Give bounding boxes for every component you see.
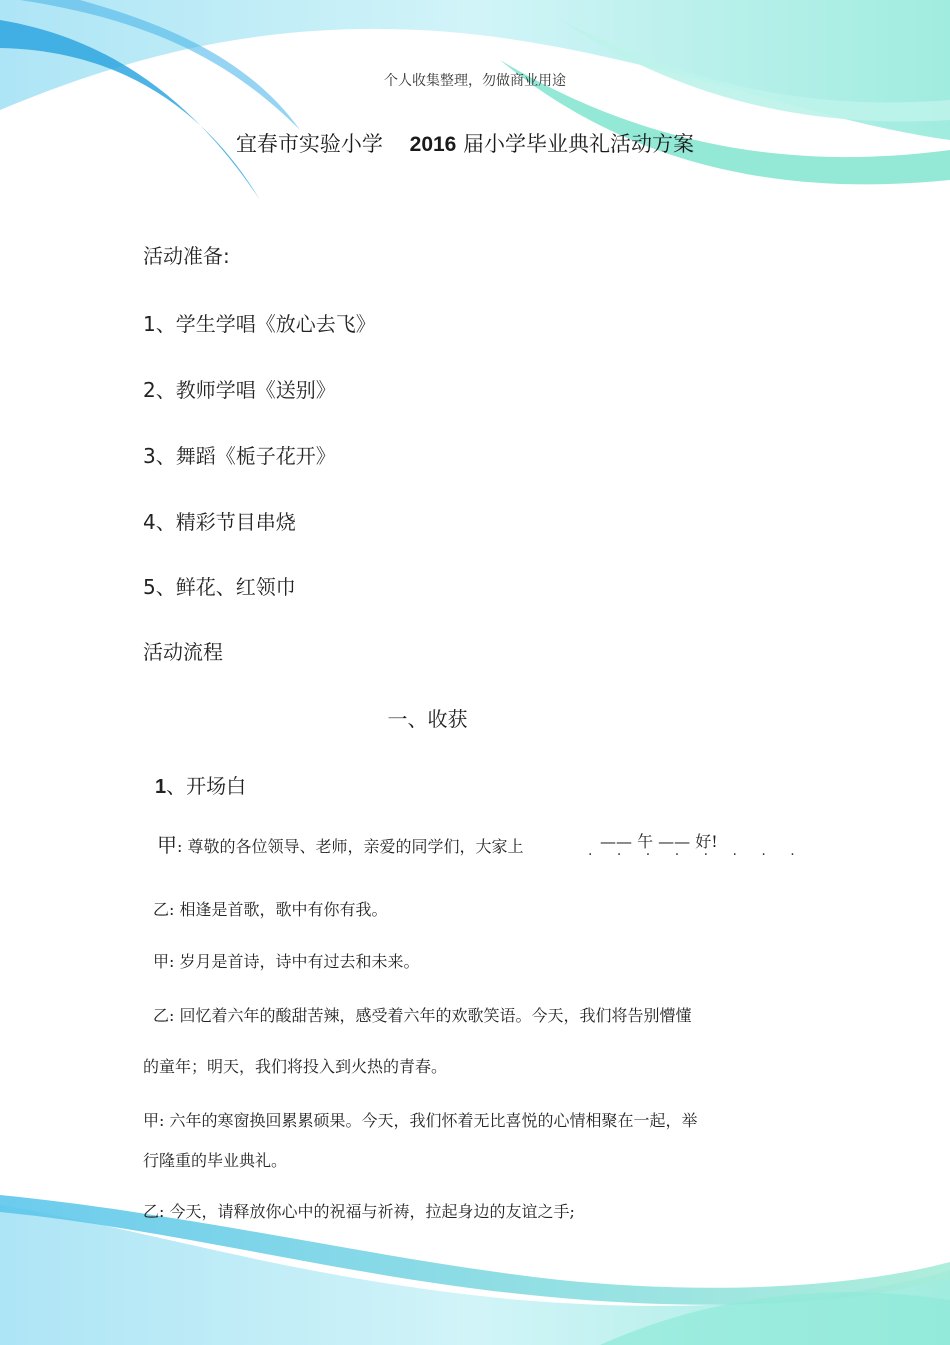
prep-item: 1、学生学唱《放心去飞》 xyxy=(143,312,376,336)
watermark-text: 个人收集整理，勿做商业用途 xyxy=(384,73,566,89)
prep-item: 3、舞蹈《栀子花开》 xyxy=(143,444,336,468)
title-year: 2016 xyxy=(409,133,457,156)
prep-item: 5、鲜花、红领巾 xyxy=(143,575,296,599)
emphasis-dots: · · · · · · · · xyxy=(588,847,805,863)
prep-item: 4、精彩节目串烧 xyxy=(143,510,296,534)
dialogue-line: 乙: 相逢是首歌，歌中有你有我。 xyxy=(153,900,388,919)
dialogue-line: 的童年；明天，我们将投入到火热的青春。 xyxy=(143,1057,448,1076)
dialogue-line: 甲: 岁月是首诗，诗中有过去和未来。 xyxy=(153,952,420,971)
title-suffix: 届小学毕业典礼活动方案 xyxy=(463,132,695,156)
dialogue-text: : 尊敬的各位领导、老师，亲爱的同学们，大家上 xyxy=(177,837,524,856)
prep-item: 2、教师学唱《送别》 xyxy=(143,378,336,402)
title-prefix: 宜春市实验小学 xyxy=(235,132,383,156)
section-heading: 一、收获 xyxy=(387,707,468,731)
document-title xyxy=(0,128,930,158)
dialogue-tail: —— 午 —— 好! xyxy=(600,832,718,851)
dialogue-line: 行隆重的毕业典礼。 xyxy=(143,1151,288,1170)
subsection-heading xyxy=(155,770,246,799)
flow-heading: 活动流程 xyxy=(143,640,223,664)
subsection-label: 、开场白 xyxy=(166,774,247,798)
speaker-jia: 甲 xyxy=(157,833,177,857)
dialogue-line xyxy=(157,829,523,858)
dialogue-line: 乙: 今天，请释放你心中的祝福与祈祷，拉起身边的友谊之手; xyxy=(143,1202,575,1221)
subsection-number: 1 xyxy=(155,776,167,798)
dialogue-line: 甲: 六年的寒窗换回累累硕果。今天，我们怀着无比喜悦的心情相聚在一起，举 xyxy=(143,1111,698,1130)
dialogue-line: 乙: 回忆着六年的酸甜苦辣，感受着六年的欢歌笑语。今天，我们将告别懵懂 xyxy=(153,1006,692,1025)
prep-heading: 活动准备: xyxy=(143,244,230,268)
